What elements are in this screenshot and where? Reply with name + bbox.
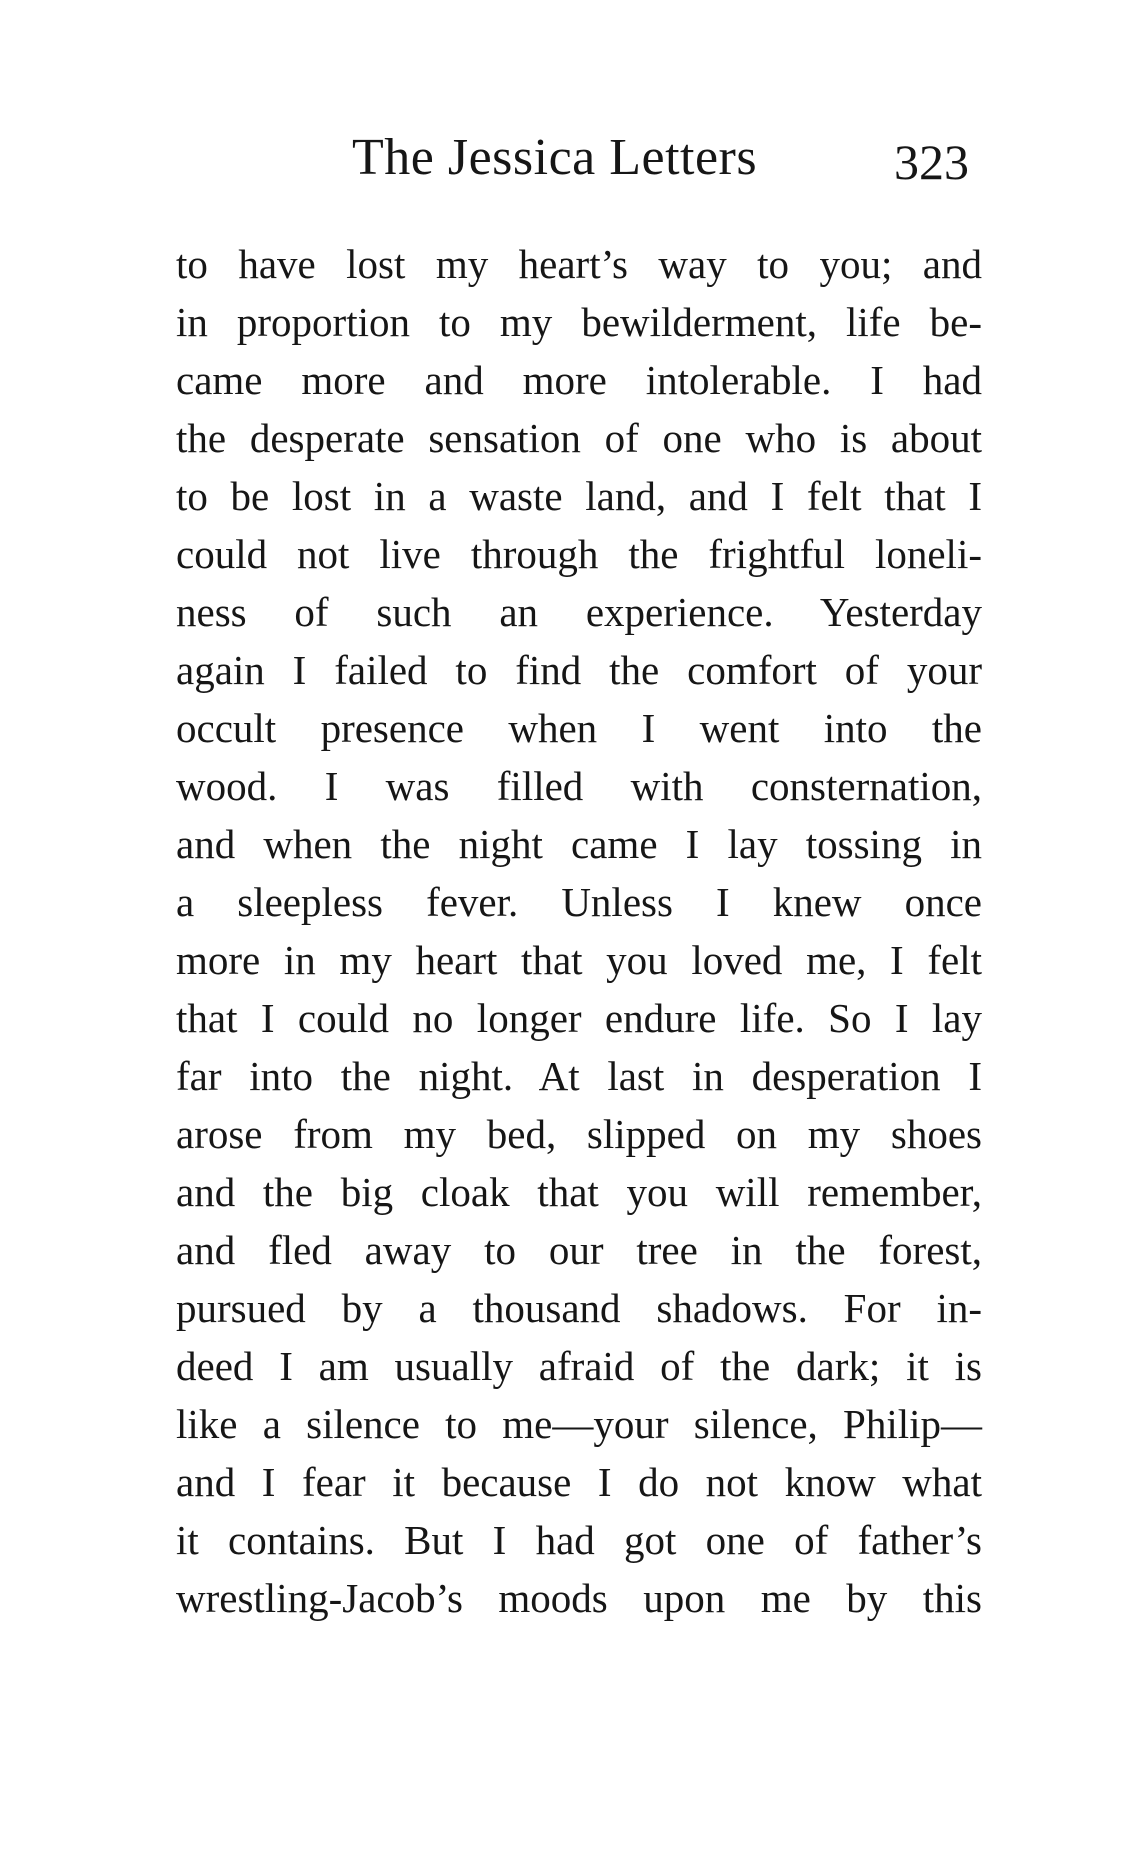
text-line: deed I am usually afraid of the dark; it is [176,1343,982,1389]
text-line: and I fear it because I do not know what [176,1459,982,1505]
text-line: far into the night. At last in desperation I [176,1053,982,1099]
text-line: that I could no longer endure life. So I lay [176,995,982,1041]
text-line: it contains. But I had got one of father’s [176,1517,982,1563]
text-line: ness of such an experience. Yesterday [176,589,982,635]
text-line: in proportion to my bewilderment, life be- [176,299,982,345]
text-line: a sleepless fever. Unless I knew once [176,879,982,925]
text-line: the desperate sensation of one who is about [176,415,982,461]
text-line: and fled away to our tree in the forest, [176,1227,982,1273]
text-line: again I failed to find the comfort of your [176,647,982,693]
text-line: wood. I was filled with consternation, [176,763,982,809]
page-number: 323 [894,134,969,190]
text-line: came more and more intolerable. I had [176,357,982,403]
text-line: more in my heart that you loved me, I felt [176,937,982,983]
text-line: could not live through the frightful loneli- [176,531,982,577]
text-line: wrestling-Jacob’s moods upon me by this [176,1575,982,1621]
text-line: occult presence when I went into the [176,705,982,751]
body-text [176,235,982,1627]
text-line: to have lost my heart’s way to you; and [176,241,982,287]
text-line: arose from my bed, slipped on my shoes [176,1111,982,1157]
running-title: The Jessica Letters [352,129,758,186]
text-line: pursued by a thousand shadows. For in- [176,1285,982,1331]
text-line: and when the night came I lay tossing in [176,821,982,867]
text-line: like a silence to me—your silence, Philip— [176,1401,982,1447]
text-line: to be lost in a waste land, and I felt that I [176,473,982,519]
text-line: and the big cloak that you will remember, [176,1169,982,1215]
